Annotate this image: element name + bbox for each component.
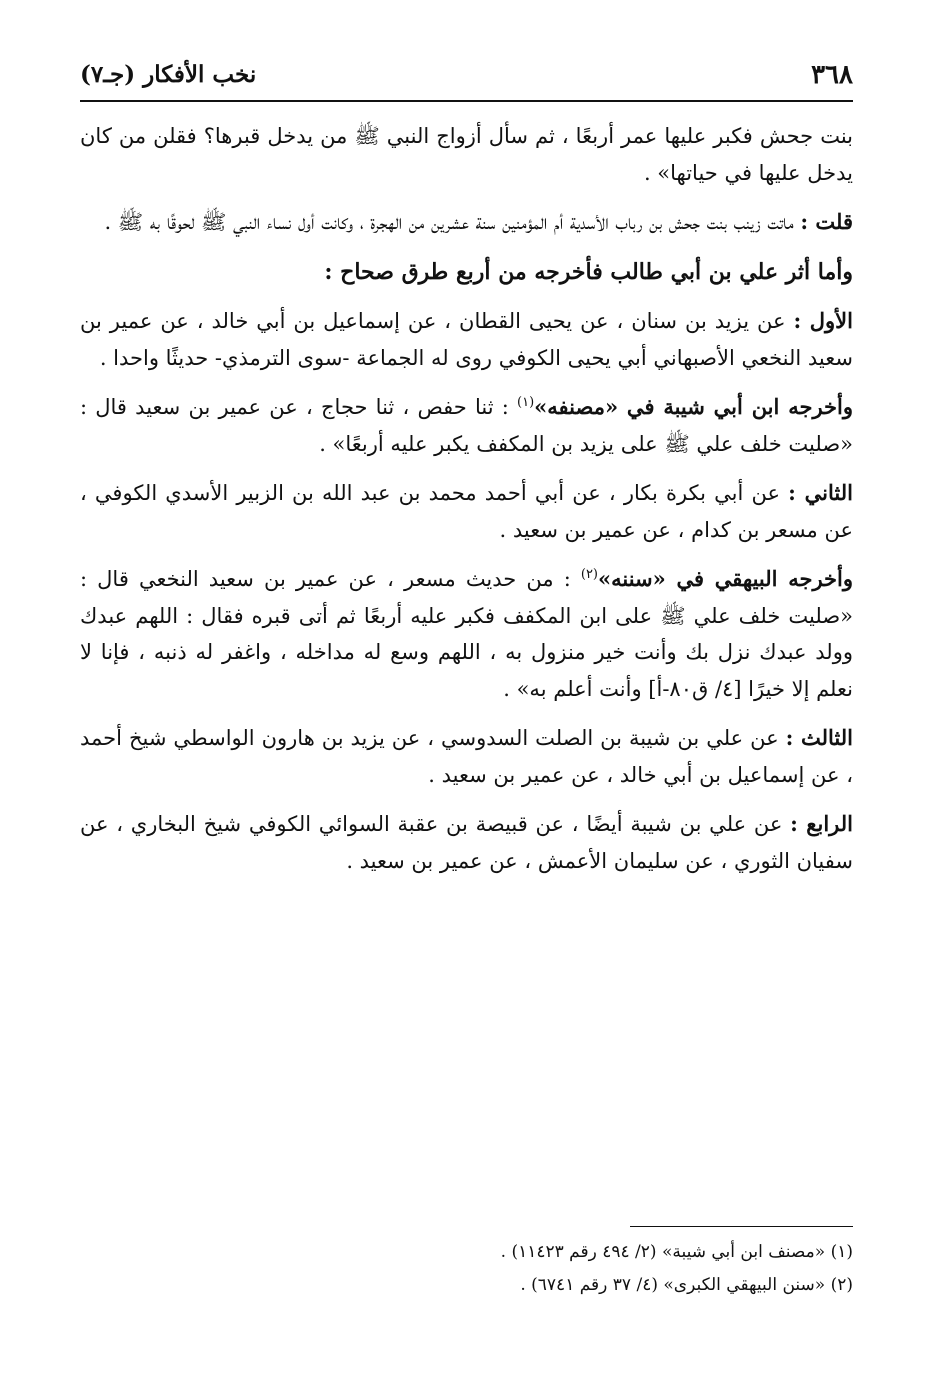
paragraph-continuation: بنت جحش فكبر عليها عمر أربعًا ، ثم سأل أزواج النبي ﷺ من يدخل قبرها؟ فقلن من كان يدخل عليها في حياتها» . xyxy=(80,124,853,185)
paragraph-second-route xyxy=(80,475,853,548)
paragraph-lead: وأخرجه ابن أبي شيبة في «مصنفه» xyxy=(534,394,853,419)
paragraph-body: ماتت زينب بنت جحش بن رباب الأسدية أم المؤمنين سنة عشرين من الهجرة ، وكانت أول نساء النبي ﷺ لحوقًا به ﷺ . xyxy=(104,210,801,234)
paragraph-fourth-route xyxy=(80,806,853,879)
paragraph-lead: الثالث : xyxy=(785,725,853,750)
running-title: نخب الأفكار (جـ٧) xyxy=(80,61,257,88)
paragraph-body: : ثنا حفص ، ثنا حجاج ، عن عمير بن سعيد قال : «صليت خلف علي ﷺ على يزيد بن المكفف يكبر عليه أربعًا» . xyxy=(80,395,853,456)
paragraph-note xyxy=(80,204,853,241)
paragraph-lead: وأخرجه البيهقي في «سننه» xyxy=(598,566,853,591)
footnote: (٢) «سنن البيهقي الكبرى» (٤/ ٣٧ رقم ٦٧٤١) . xyxy=(520,1275,853,1295)
paragraph-lead: الرابع : xyxy=(790,811,853,836)
paragraph-lead: الأول : xyxy=(793,308,853,333)
paragraph-body: عن أبي بكرة بكار ، عن أبي أحمد محمد بن عبد الله بن الزبير الأسدي الكوفي ، عن مسعر بن كدام ، عن عمير بن سعيد . xyxy=(80,481,853,542)
footnote-ref: (١) xyxy=(517,395,535,410)
footnotes xyxy=(80,1236,853,1302)
paragraph-ibn-abi-shaybah xyxy=(80,389,853,462)
page-header xyxy=(80,58,853,96)
paragraph-body: : من حديث مسعر ، عن عمير بن سعيد النخعي قال : «صليت خلف علي ﷺ على ابن المكفف فكبر عليه أربعًا ثم أتى قبره فقال : اللهم عبدك وولد عبدك نزل بك وأنت خير منزول به ، اللهم وسع له مداخله ، واغفر له ذنبه ، فإنا لا نعلم إلا خيرًا [٤/ ق٨٠-أ] وأنت أعلم به» . xyxy=(80,567,853,701)
paragraph-lead: قلت : xyxy=(800,209,853,234)
paragraph-body: عن يزيد بن سنان ، عن يحيى القطان ، عن إسماعيل بن أبي خالد ، عن عمير بن سعيد النخعي الأصبهاني أبي يحيى الكوفي روى له الجماعة -سوى الترمذي- حديثًا واحدا . xyxy=(80,309,853,370)
section-heading: وأما أثر علي بن أبي طالب فأخرجه من أربع طرق صحاح : xyxy=(324,258,853,285)
footnote-ref: (٢) xyxy=(580,567,598,582)
paragraph-lead: الثاني : xyxy=(788,480,853,505)
paragraph-body: عن علي بن شيبة أيضًا ، عن قبيصة بن عقبة السوائي الكوفي شيخ البخاري ، عن سفيان الثوري ، عن سليمان الأعمش ، عن عمير بن سعيد . xyxy=(80,812,853,873)
header-divider xyxy=(80,100,853,102)
footnote: (١) «مصنف ابن أبي شيبة» (٢/ ٤٩٤ رقم ١١٤٢٣) . xyxy=(500,1242,853,1262)
footnote-divider xyxy=(630,1226,853,1227)
page-number: ٣٦٨ xyxy=(811,60,853,90)
paragraph-bayhaqi xyxy=(80,561,853,707)
main-text xyxy=(80,118,853,892)
paragraph-third-route xyxy=(80,720,853,793)
paragraph-first-route xyxy=(80,303,853,376)
paragraph-body: عن علي بن شيبة بن الصلت السدوسي ، عن يزيد بن هارون الواسطي شيخ أحمد ، عن إسماعيل بن أبي خالد ، عن عمير بن سعيد . xyxy=(80,726,853,787)
